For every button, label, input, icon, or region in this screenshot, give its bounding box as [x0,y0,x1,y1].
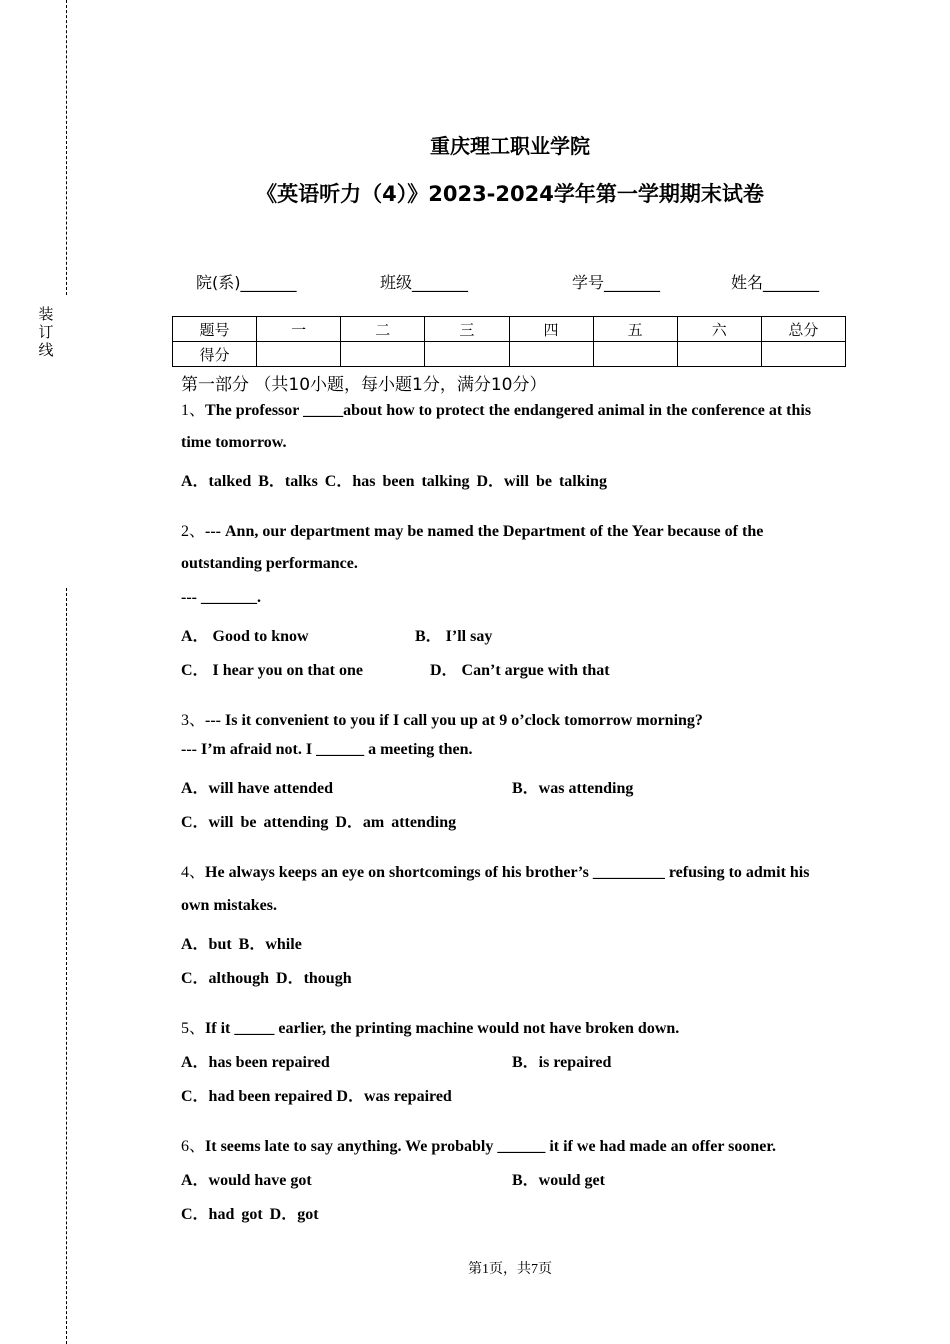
option-a: A．will have attended [181,780,334,797]
question-options: A．talked B．talks C．has been talking D．will be talking [181,473,607,490]
binding-char: 线 [38,341,54,359]
option-a: A． Good to know [181,628,309,645]
name-field: 姓名_______ [731,273,820,292]
binding-line-bottom [66,588,67,1344]
question-3 [181,707,703,730]
table-cell: 四 [509,317,593,342]
question-text: The professor _____about how to protect the endangered animal in the conference at this [205,402,812,419]
question-text: outstanding performance. [181,555,358,572]
table-cell: 五 [593,317,677,342]
table-cell: 得分 [173,342,257,367]
option-a-b: A．but B．while [181,936,302,953]
option-b: B． I’ll say [415,628,493,645]
class-field: 班级_______ [380,273,469,292]
table-cell: 一 [257,317,341,342]
score-table-header-row [173,317,846,342]
option-a: A．has been repaired [181,1054,330,1071]
question-text: own mistakes. [181,897,278,914]
question-number: 3、 [181,712,206,729]
score-cell [677,342,761,367]
question-text: --- Ann, our department may be named the Department of the Year because of the [205,523,764,540]
option-d: D． Can’t argue with that [430,662,610,679]
score-table [172,316,846,367]
question-text: time tomorrow. [181,434,287,451]
question-5 [181,1015,679,1038]
option-a: A．would have got [181,1172,312,1189]
option-c-d: C．had got D．got [181,1206,319,1223]
question-number: 2、 [181,523,206,540]
question-1 [181,397,811,420]
option-c: C． I hear you on that one [181,662,363,679]
section-heading: 第一部分 （共10小题，每小题1分，满分10分） [181,375,547,395]
question-6 [181,1133,776,1156]
page-footer: 第1页，共7页 [468,1262,552,1277]
score-cell [257,342,341,367]
exam-title: 《英语听力（4）》2023-2024学年第一学期期末试卷 [256,182,764,206]
question-text: --- _______. [181,589,261,606]
table-cell: 总分 [761,317,845,342]
question-text: It seems late to say anything. We probably ______ it if we had made an offer sooner. [205,1138,776,1155]
score-cell [341,342,425,367]
option-b: B．would get [512,1172,605,1189]
score-table-score-row [173,342,846,367]
option-b: B．was attending [512,780,634,797]
binding-char: 装 [38,305,54,323]
binding-label [38,305,54,359]
question-text: --- Is it convenient to you if I call you up at 9 o’clock tomorrow morning? [205,712,703,729]
score-cell [425,342,509,367]
score-cell [593,342,677,367]
question-number: 5、 [181,1020,206,1037]
score-cell [509,342,593,367]
question-2 [181,518,763,541]
table-cell: 二 [341,317,425,342]
option-c-d: C．although D．though [181,970,352,987]
student-id-field: 学号_______ [572,273,661,292]
question-text: He always keeps an eye on shortcomings of his brother’s _________ refusing to admit his [205,864,810,881]
table-cell: 三 [425,317,509,342]
option-c-d: C．had been repaired D．was repaired [181,1088,452,1105]
binding-char: 订 [38,323,54,341]
table-cell: 六 [677,317,761,342]
question-4 [181,859,809,882]
dept-field: 院(系)_______ [196,273,297,292]
option-c-d: C．will be attending D．am attending [181,814,457,831]
question-number: 1、 [181,402,206,419]
question-text: --- I’m afraid not. I ______ a meeting then. [181,741,473,758]
score-cell [761,342,845,367]
question-text: If it _____ earlier, the printing machine would not have broken down. [205,1020,680,1037]
question-number: 6、 [181,1138,206,1155]
school-title: 重庆理工职业学院 [430,134,590,158]
question-number: 4、 [181,864,206,881]
table-cell: 题号 [173,317,257,342]
option-b: B．is repaired [512,1054,612,1071]
